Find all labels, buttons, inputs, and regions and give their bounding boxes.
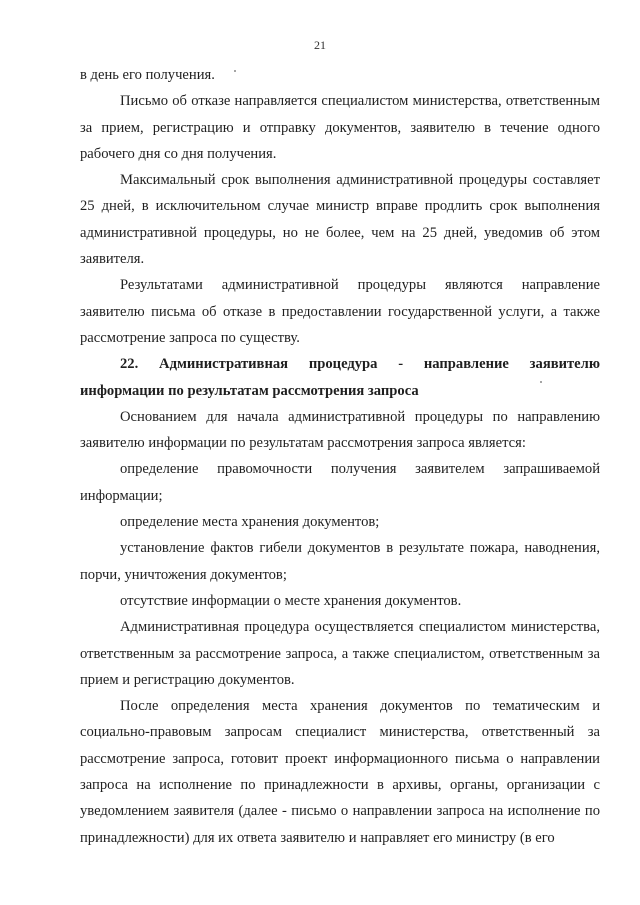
paragraph-after-determination: После определения места хранения документов по тематическим и социально-правовым запросам специалист министерства, ответственный за рассмотрение запроса, готовит проект информационного письма о направлении запроса на исполнение по принадлежности в архивы, органы, организации с уведомлением заявителя (далее - письмо о направлении запроса на исполнение по принадлежности) для их ответа заявителю и направляет его министру (в его [80, 698, 600, 846]
page-number: 21 [314, 38, 326, 52]
document-body [80, 62, 600, 851]
paragraph-refusal-letter: Письмо об отказе направляется специалистом министерства, ответственным за прием, регистрацию и отправку документов, заявителю в течение одного рабочего дня со дня получения. [80, 93, 600, 162]
paragraph-continuation: в день его получения. [80, 67, 215, 83]
list-item-authority: определение правомочности получения заявителем запрашиваемой информации; [80, 461, 600, 504]
paragraph-max-term: Максимальный срок выполнения административной процедуры составляет 25 дней, в исключительном случае министр вправе продлить срок выполнения административной процедуры, но не более, чем на 25 дней, уведомив об этом заявителя. [80, 172, 600, 268]
paragraph-responsible: Административная процедура осуществляется специалистом министерства, ответственным за рассмотрение запроса, а также специалистом, ответственным за прием и регистрацию документов. [80, 619, 600, 688]
paragraph-basis: Основанием для начала административной процедуры по направлению заявителю информации по результатам рассмотрения запроса является: [80, 408, 600, 452]
section-heading: 22. Административная процедура - направление заявителю информации по результатам рассмотрения запроса [80, 356, 600, 399]
list-item-storage-location: определение места хранения документов; [120, 514, 380, 531]
list-item-document-loss: установление фактов гибели документов в результате пожара, наводнения, порчи, уничтожения документов; [80, 540, 600, 583]
list-item-no-information: отсутствие информации о месте хранения документов. [120, 592, 462, 609]
paragraph-results: Результатами административной процедуры являются направление заявителю письма об отказе в предоставлении государственной услуги, а также рассмотрение запроса по существу. [80, 277, 600, 346]
